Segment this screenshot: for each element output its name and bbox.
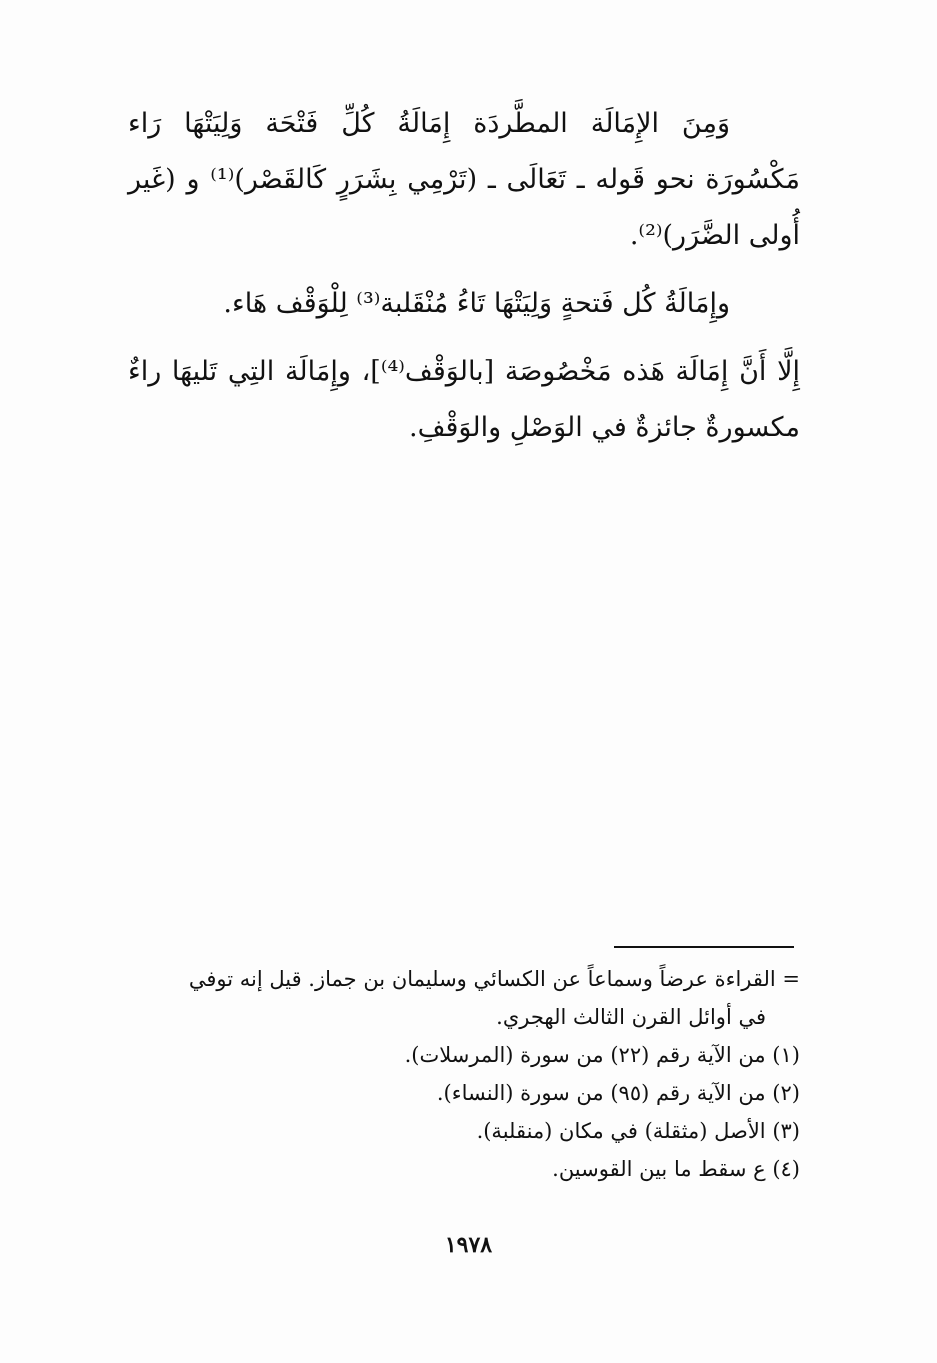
footnote-1: (١) من الآية رقم (٢٢) من سورة (المرسلات). bbox=[404, 1043, 800, 1067]
paragraph-1: وَمِنَ الإِمَالَة المطَّردَة إِمَالَةُ كُلِّ فَتْحَة وَلِيَتْهَا رَاء مَكْسُورَة نحو قَوله ـ تَعَالَى ـ (تَرْمِي بِشَرَرٍ كَالقَصْر)⁽¹⁾ و (غَير أُولى الضَّرَر)⁽²⁾. bbox=[128, 108, 800, 251]
footnote-4: (٤) ع سقط ما بين القوسين. bbox=[552, 1157, 800, 1181]
footnotes bbox=[128, 960, 800, 1188]
footnote-3: (٣) الأصل (مثقلة) في مكان (منقلبة). bbox=[476, 1119, 800, 1143]
footnote-2: (٢) من الآية رقم (٩٥) من سورة (النساء). bbox=[436, 1081, 800, 1105]
footnote-continuation-line1: = القراءة عرضاً وسماعاً عن الكسائي وسليمان بن جماز. قيل إنه توفي bbox=[188, 967, 800, 991]
footnote-continuation-line2: في أوائل القرن الثالث الهجري. bbox=[496, 1005, 766, 1029]
page-number: ١٩٧٨ bbox=[444, 1232, 493, 1258]
paragraph-3: إِلَّا أَنَّ إِمَالَة هَذه مَخْصُوصَة [بالوَقْف⁽⁴⁾]، وإِمَالَة التِي تَليهَا راءٌ مكسورةٌ جائزةٌ في الوَصْلِ والوَقْفِ. bbox=[128, 356, 800, 443]
main-text bbox=[128, 96, 800, 468]
footnote-separator bbox=[614, 946, 794, 948]
paragraph-2: وإِمَالَةُ كُل فَتحةٍ وَلِيَتْهَا تَاءُ مُنْقَلبة⁽³⁾ لِلْوَقْف هَاء. bbox=[223, 288, 730, 319]
